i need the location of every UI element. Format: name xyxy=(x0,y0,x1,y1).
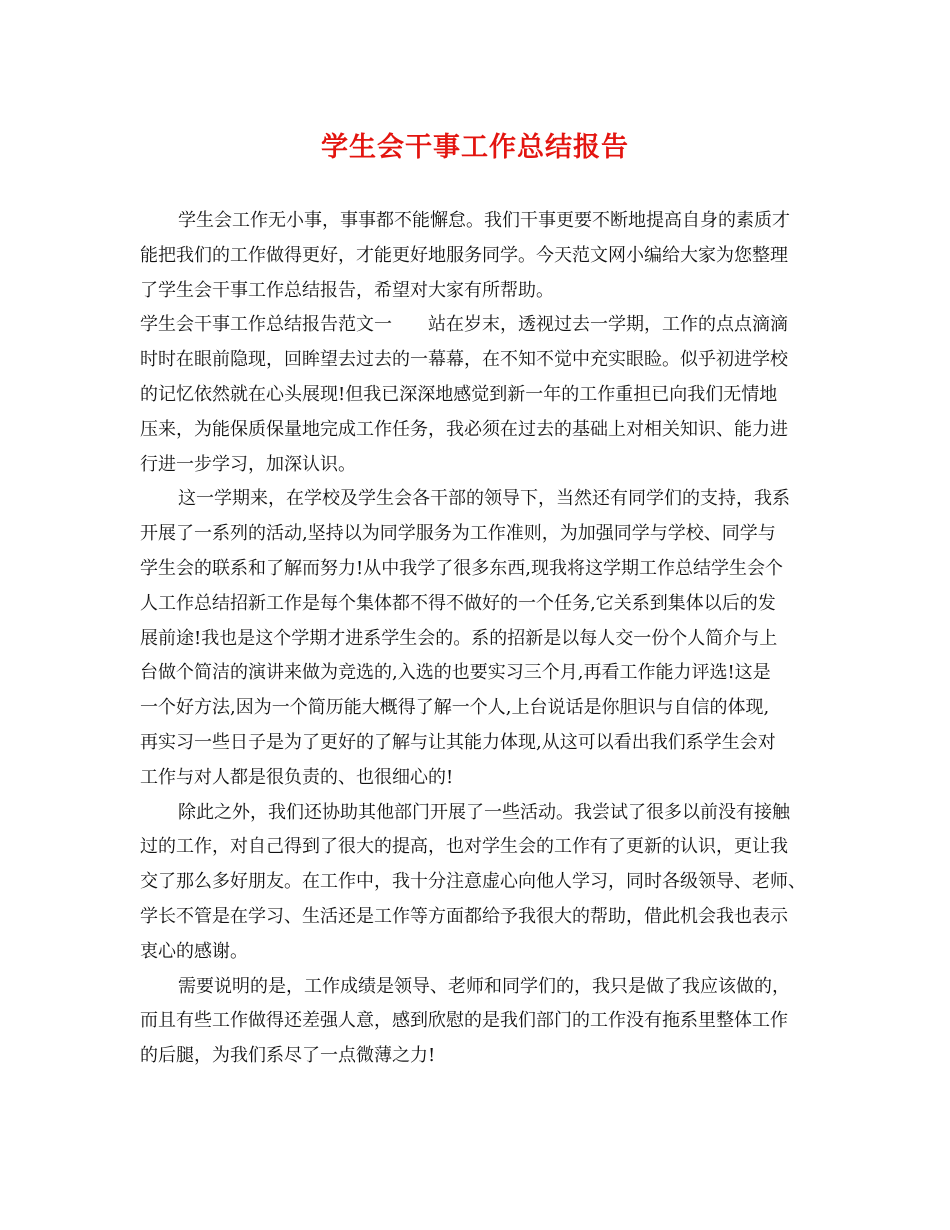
text-line: 除此之外，我们还协助其他部门开展了一些活动。我尝试了很多以前没有接触 xyxy=(178,801,790,823)
text-line: 学生会干事工作总结报告范文一 站在岁末，透视过去一学期，工作的点点滴滴 xyxy=(140,314,788,336)
text-line: 而且有些工作做得还差强人意，感到欣慰的是我们部门的工作没有拖系里整体工作 xyxy=(140,1010,788,1032)
text-line: 开展了一系列的活动,坚持以为同学服务为工作准则，为加强同学与学校、同学与 xyxy=(140,523,776,545)
text-line: 学生会的联系和了解而努力!从中我学了很多东西,现我将这学期工作总结学生会个 xyxy=(140,557,783,579)
text-line: 工作与对人都是很负责的、也很细心的! xyxy=(140,766,454,788)
text-line: 再实习一些日子是为了更好的了解与让其能力体现,从这可以看出我们系学生会对 xyxy=(140,731,776,753)
text-line: 学长不管是在学习、生活还是工作等方面都给予我很大的帮助，借此机会我也表示 xyxy=(140,905,788,927)
text-line: 学生会工作无小事，事事都不能懈怠。我们干事更要不断地提高自身的素质才 xyxy=(178,210,790,231)
text-line: 台做个简洁的演讲来做为竞选的,入选的也要实习三个月,再看工作能力评选!这是 xyxy=(140,662,771,684)
text-line: 展前途!我也是这个学期才进系学生会的。系的招新是以每人交一份个人简介与上 xyxy=(140,627,778,649)
text-line: 了学生会干事工作总结报告，希望对大家有所帮助。 xyxy=(140,279,554,301)
text-line: 交了那么多好朋友。在工作中，我十分注意虚心向他人学习，同时各级领导、老师、 xyxy=(140,871,806,893)
text-line: 衷心的感谢。 xyxy=(140,940,248,962)
text-line: 过的工作，对自己得到了很大的提高，也对学生会的工作有了更新的认识，更让我 xyxy=(140,836,788,858)
text-line: 能把我们的工作做得更好，才能更好地服务同学。今天范文网小编给大家为您整理 xyxy=(140,244,788,266)
text-line: 压来，为能保质保量地完成工作任务，我必须在过去的基础上对相关知识、能力进 xyxy=(140,418,788,440)
text-line: 的记忆依然就在心头展现!但我已深深地感觉到新一年的工作重担已向我们无情地 xyxy=(140,383,778,405)
document-title: 学生会干事工作总结报告 xyxy=(321,132,629,163)
text-line: 行进一步学习，加深认识。 xyxy=(140,453,356,475)
text-line: 需要说明的是，工作成绩是领导、老师和同学们的，我只是做了我应该做的， xyxy=(178,975,790,997)
text-line: 这一学期来，在学校及学生会各干部的领导下，当然还有同学们的支持，我系 xyxy=(178,488,790,510)
text-line: 一个好方法,因为一个简历能大概得了解一个人,上台说话是你胆识与自信的体现, xyxy=(140,697,770,719)
text-line: 人工作总结招新工作是每个集体都不得不做好的一个任务,它关系到集体以后的发 xyxy=(140,592,776,614)
document-body xyxy=(140,204,815,1074)
text-line: 时时在眼前隐现，回眸望去过去的一幕幕，在不知不觉中充实眼睑。似乎初进学校 xyxy=(140,349,788,371)
text-line: 的后腿，为我们系尽了一点微薄之力! xyxy=(140,1045,436,1067)
